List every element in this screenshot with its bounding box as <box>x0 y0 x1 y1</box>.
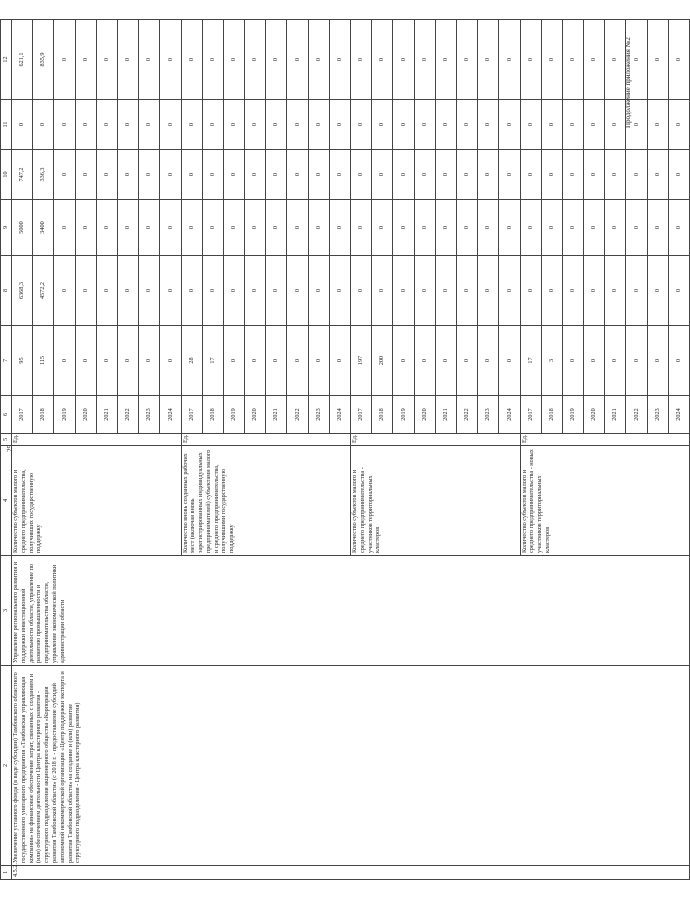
value-cell: 0 <box>96 100 117 150</box>
value-cell: 0 <box>520 200 541 256</box>
value-cell: 0 <box>266 20 287 100</box>
year-cell: 2019 <box>223 396 244 434</box>
column-number: 10 <box>1 150 12 200</box>
value-cell: 0 <box>160 150 181 200</box>
value-cell: 0 <box>223 150 244 200</box>
value-cell: 0 <box>562 20 583 100</box>
column-number: 6 <box>1 396 12 434</box>
value-cell: 0 <box>456 256 477 326</box>
indicator-unit: Ед. <box>351 434 521 446</box>
year-cell: 2024 <box>160 396 181 434</box>
column-number: 4 <box>1 446 12 556</box>
value-cell: 0 <box>139 150 160 200</box>
value-cell: 0 <box>75 326 96 396</box>
value-cell: 0 <box>96 150 117 200</box>
indicator-name: Количество вновь созданных рабочих мест (включая вновь зарегистрированных индивидуальных предпринимателей) субъектами малого и среднего предпринимательства, получившими государственную поддержку <box>181 446 351 556</box>
value-cell: 0 <box>245 200 266 256</box>
value-cell: 0 <box>478 150 499 200</box>
value-cell: 0 <box>584 326 605 396</box>
indicator-name: Количество субъектов малого и среднего предпринимательства - участников территориальных кластеров <box>351 446 521 556</box>
value-cell: 0 <box>202 20 223 100</box>
value-cell: 0 <box>75 200 96 256</box>
year-cell: 2023 <box>647 396 668 434</box>
value-cell: 0 <box>414 326 435 396</box>
value-cell: 0 <box>584 256 605 326</box>
value-cell: 0 <box>478 326 499 396</box>
value-cell: 0 <box>202 200 223 256</box>
value-cell: 0 <box>499 200 520 256</box>
value-cell: 0 <box>456 326 477 396</box>
value-cell: 0 <box>266 256 287 326</box>
year-cell: 2021 <box>266 396 287 434</box>
column-number: 5 <box>1 434 12 446</box>
page-number: 29 <box>6 445 14 452</box>
value-cell: 0 <box>181 20 202 100</box>
value-cell: 0 <box>351 150 372 200</box>
value-cell: 0 <box>117 100 138 150</box>
value-cell: 0 <box>647 20 668 100</box>
value-cell: 0 <box>308 200 329 256</box>
table-row <box>12 20 33 880</box>
value-cell: 0 <box>499 20 520 100</box>
value-cell: 6368,3 <box>12 256 33 326</box>
value-cell: 0 <box>329 20 350 100</box>
value-cell: 0 <box>12 100 33 150</box>
value-cell: 0 <box>54 200 75 256</box>
value-cell: 0 <box>287 200 308 256</box>
value-cell: 0 <box>160 100 181 150</box>
value-cell: 0 <box>541 200 562 256</box>
value-cell: 747,2 <box>12 150 33 200</box>
value-cell: 0 <box>499 150 520 200</box>
value-cell: 0 <box>372 100 393 150</box>
value-cell: 0 <box>562 100 583 150</box>
value-cell: 0 <box>181 256 202 326</box>
value-cell: 0 <box>584 20 605 100</box>
value-cell: 28 <box>181 326 202 396</box>
value-cell: 0 <box>541 100 562 150</box>
value-cell: 0 <box>393 150 414 200</box>
value-cell: 0 <box>308 20 329 100</box>
value-cell: 621,1 <box>12 20 33 100</box>
value-cell: 0 <box>435 150 456 200</box>
year-cell: 2022 <box>456 396 477 434</box>
column-number-row <box>1 20 12 880</box>
value-cell: 0 <box>351 200 372 256</box>
value-cell: 0 <box>478 256 499 326</box>
value-cell: 0 <box>75 100 96 150</box>
value-cell: 0 <box>33 100 54 150</box>
value-cell: 0 <box>478 100 499 150</box>
value-cell: 0 <box>117 326 138 396</box>
value-cell: 0 <box>626 100 647 150</box>
value-cell: 5000 <box>12 200 33 256</box>
value-cell: 0 <box>414 150 435 200</box>
value-cell: 0 <box>117 150 138 200</box>
value-cell: 835,9 <box>33 20 54 100</box>
value-cell: 0 <box>605 100 626 150</box>
column-number: 3 <box>1 556 12 666</box>
value-cell: 0 <box>626 150 647 200</box>
value-cell: 115 <box>33 326 54 396</box>
appendix-caption: Продолжение приложения №2 <box>624 37 632 128</box>
value-cell: 0 <box>456 20 477 100</box>
value-cell: 0 <box>266 150 287 200</box>
value-cell: 0 <box>605 326 626 396</box>
value-cell: 0 <box>139 100 160 150</box>
value-cell: 0 <box>351 100 372 150</box>
value-cell: 0 <box>329 200 350 256</box>
column-number: 2 <box>1 666 12 866</box>
value-cell: 0 <box>329 150 350 200</box>
value-cell: 0 <box>308 326 329 396</box>
value-cell: 0 <box>287 20 308 100</box>
year-cell: 2022 <box>117 396 138 434</box>
value-cell: 0 <box>562 326 583 396</box>
value-cell: 0 <box>245 20 266 100</box>
value-cell: 0 <box>117 256 138 326</box>
value-cell: 0 <box>245 100 266 150</box>
column-number: 1 <box>1 866 12 880</box>
year-cell: 2023 <box>139 396 160 434</box>
value-cell: 0 <box>287 100 308 150</box>
value-cell: 0 <box>308 256 329 326</box>
value-cell: 0 <box>245 326 266 396</box>
value-cell: 0 <box>117 20 138 100</box>
value-cell: 0 <box>96 326 117 396</box>
year-cell: 2020 <box>584 396 605 434</box>
value-cell: 0 <box>245 150 266 200</box>
value-cell: 200 <box>372 326 393 396</box>
year-cell: 2018 <box>33 396 54 434</box>
value-cell: 0 <box>139 200 160 256</box>
indicator-unit: Ед. <box>181 434 351 446</box>
value-cell: 0 <box>139 326 160 396</box>
value-cell: 0 <box>160 256 181 326</box>
value-cell: 0 <box>96 200 117 256</box>
value-cell: 0 <box>54 256 75 326</box>
value-cell: 0 <box>668 100 689 150</box>
indicator-name: Количество субъектов малого и среднего предпринимательства - новых участников территориальных кластеров <box>520 446 690 556</box>
year-cell: 2018 <box>202 396 223 434</box>
value-cell: 0 <box>117 200 138 256</box>
value-cell: 0 <box>308 150 329 200</box>
value-cell: 0 <box>626 200 647 256</box>
value-cell: 0 <box>160 20 181 100</box>
value-cell: 0 <box>54 150 75 200</box>
value-cell: 0 <box>435 326 456 396</box>
column-number: 11 <box>1 100 12 150</box>
value-cell: 0 <box>54 20 75 100</box>
value-cell: 0 <box>414 256 435 326</box>
program-table <box>0 19 690 880</box>
value-cell: 0 <box>647 150 668 200</box>
value-cell: 95 <box>12 326 33 396</box>
value-cell: 0 <box>626 20 647 100</box>
year-cell: 2023 <box>478 396 499 434</box>
year-cell: 2017 <box>12 396 33 434</box>
value-cell: 0 <box>668 20 689 100</box>
value-cell: 0 <box>223 100 244 150</box>
column-number: 12 <box>1 20 12 100</box>
value-cell: 0 <box>372 200 393 256</box>
value-cell: 0 <box>520 150 541 200</box>
value-cell: 0 <box>266 100 287 150</box>
value-cell: 0 <box>160 200 181 256</box>
value-cell: 0 <box>647 200 668 256</box>
value-cell: 3400 <box>33 200 54 256</box>
value-cell: 0 <box>562 200 583 256</box>
value-cell: 0 <box>605 20 626 100</box>
value-cell: 0 <box>351 20 372 100</box>
value-cell: 0 <box>287 256 308 326</box>
indicator-unit: Ед. <box>12 434 182 446</box>
value-cell: 0 <box>351 256 372 326</box>
table-body <box>12 20 690 880</box>
year-cell: 2019 <box>393 396 414 434</box>
value-cell: 0 <box>584 150 605 200</box>
value-cell: 0 <box>372 150 393 200</box>
year-cell: 2018 <box>541 396 562 434</box>
year-cell: 2024 <box>329 396 350 434</box>
value-cell: 197 <box>351 326 372 396</box>
value-cell: 0 <box>372 20 393 100</box>
value-cell: 0 <box>96 256 117 326</box>
value-cell: 0 <box>541 20 562 100</box>
value-cell: 0 <box>668 326 689 396</box>
year-cell: 2024 <box>499 396 520 434</box>
value-cell: 0 <box>626 256 647 326</box>
value-cell: 0 <box>499 326 520 396</box>
year-cell: 2021 <box>96 396 117 434</box>
value-cell: 0 <box>308 100 329 150</box>
value-cell: 0 <box>435 100 456 150</box>
value-cell: 0 <box>414 100 435 150</box>
value-cell: 0 <box>329 100 350 150</box>
column-number: 7 <box>1 326 12 396</box>
value-cell: 0 <box>562 150 583 200</box>
value-cell: 0 <box>223 200 244 256</box>
value-cell: 0 <box>414 200 435 256</box>
value-cell: 0 <box>584 100 605 150</box>
value-cell: 0 <box>562 256 583 326</box>
value-cell: 0 <box>223 326 244 396</box>
value-cell: 0 <box>605 256 626 326</box>
column-number: 9 <box>1 200 12 256</box>
year-cell: 2017 <box>181 396 202 434</box>
value-cell: 0 <box>181 100 202 150</box>
value-cell: 0 <box>287 150 308 200</box>
value-cell: 0 <box>393 326 414 396</box>
value-cell: 17 <box>520 326 541 396</box>
value-cell: 0 <box>266 326 287 396</box>
value-cell: 0 <box>668 200 689 256</box>
value-cell: 0 <box>499 256 520 326</box>
value-cell: 0 <box>499 100 520 150</box>
value-cell: 0 <box>435 200 456 256</box>
indicator-name: Количество субъектов малого и среднего предпринимательства, получивших государственную поддержку <box>12 446 182 556</box>
year-cell: 2020 <box>75 396 96 434</box>
indicator-unit: Ед. <box>520 434 690 446</box>
value-cell: 0 <box>266 200 287 256</box>
value-cell: 0 <box>223 20 244 100</box>
value-cell: 0 <box>435 256 456 326</box>
year-cell: 2024 <box>668 396 689 434</box>
value-cell: 0 <box>668 150 689 200</box>
value-cell: 4572,2 <box>33 256 54 326</box>
value-cell: 0 <box>414 20 435 100</box>
year-cell: 2017 <box>351 396 372 434</box>
value-cell: 0 <box>541 150 562 200</box>
value-cell: 0 <box>202 150 223 200</box>
year-cell: 2018 <box>372 396 393 434</box>
value-cell: 0 <box>139 256 160 326</box>
value-cell: 0 <box>181 200 202 256</box>
column-number: 8 <box>1 256 12 326</box>
value-cell: 0 <box>160 326 181 396</box>
value-cell: 0 <box>372 256 393 326</box>
year-cell: 2020 <box>245 396 266 434</box>
value-cell: 0 <box>605 150 626 200</box>
year-cell: 2022 <box>287 396 308 434</box>
year-cell: 2017 <box>520 396 541 434</box>
value-cell: 0 <box>647 326 668 396</box>
value-cell: 0 <box>541 256 562 326</box>
value-cell: 0 <box>668 256 689 326</box>
value-cell: 0 <box>75 150 96 200</box>
value-cell: 0 <box>181 150 202 200</box>
value-cell: 0 <box>202 256 223 326</box>
year-cell: 2019 <box>54 396 75 434</box>
value-cell: 336,3 <box>33 150 54 200</box>
value-cell: 0 <box>584 200 605 256</box>
value-cell: 0 <box>393 200 414 256</box>
value-cell: 0 <box>478 200 499 256</box>
value-cell: 0 <box>626 326 647 396</box>
value-cell: 0 <box>75 20 96 100</box>
value-cell: 0 <box>329 326 350 396</box>
executor-name: Управление регионального развития и поддержки инвестиционной деятельности области, управление по развитию промышленности и предпринимательства области, управление экономической политики администрации области <box>12 556 690 666</box>
measure-code: 4.5.2. <box>12 866 690 880</box>
value-cell: 17 <box>202 326 223 396</box>
value-cell: 0 <box>223 256 244 326</box>
value-cell: 0 <box>54 326 75 396</box>
value-cell: 0 <box>75 256 96 326</box>
value-cell: 0 <box>456 200 477 256</box>
value-cell: 0 <box>647 256 668 326</box>
value-cell: 0 <box>393 256 414 326</box>
value-cell: 0 <box>329 256 350 326</box>
year-cell: 2022 <box>626 396 647 434</box>
value-cell: 0 <box>456 150 477 200</box>
year-cell: 2021 <box>435 396 456 434</box>
value-cell: 0 <box>245 256 266 326</box>
value-cell: 0 <box>605 200 626 256</box>
value-cell: 0 <box>54 100 75 150</box>
year-cell: 2021 <box>605 396 626 434</box>
value-cell: 0 <box>647 100 668 150</box>
value-cell: 0 <box>456 100 477 150</box>
year-cell: 2020 <box>414 396 435 434</box>
value-cell: 0 <box>287 326 308 396</box>
value-cell: 0 <box>435 20 456 100</box>
year-cell: 2019 <box>562 396 583 434</box>
value-cell: 3 <box>541 326 562 396</box>
value-cell: 0 <box>520 256 541 326</box>
value-cell: 0 <box>393 100 414 150</box>
measure-name: Увеличение уставного фонда (в виде субсидии) Тамбовского областного государственного унитарного предприятия «Тамбовская управляющая компания» на финансовое обеспечение затрат, связанных с созданием и (или) обеспечением деятельности Центра кластерного развития - структурного подразделения акционерного общества «Корпорация развития Тамбовской области» (с 2018 г. - предоставление субсидий автономной некоммерческой организации «Центр поддержки экспорта и развития Тамбовской области» на создание и (или) развитие структурного подразделения - Центра кластерного развития) <box>12 666 690 866</box>
value-cell: 0 <box>139 20 160 100</box>
value-cell: 0 <box>202 100 223 150</box>
value-cell: 0 <box>393 20 414 100</box>
value-cell: 0 <box>96 20 117 100</box>
value-cell: 0 <box>478 20 499 100</box>
value-cell: 0 <box>520 100 541 150</box>
year-cell: 2023 <box>308 396 329 434</box>
value-cell: 0 <box>520 20 541 100</box>
